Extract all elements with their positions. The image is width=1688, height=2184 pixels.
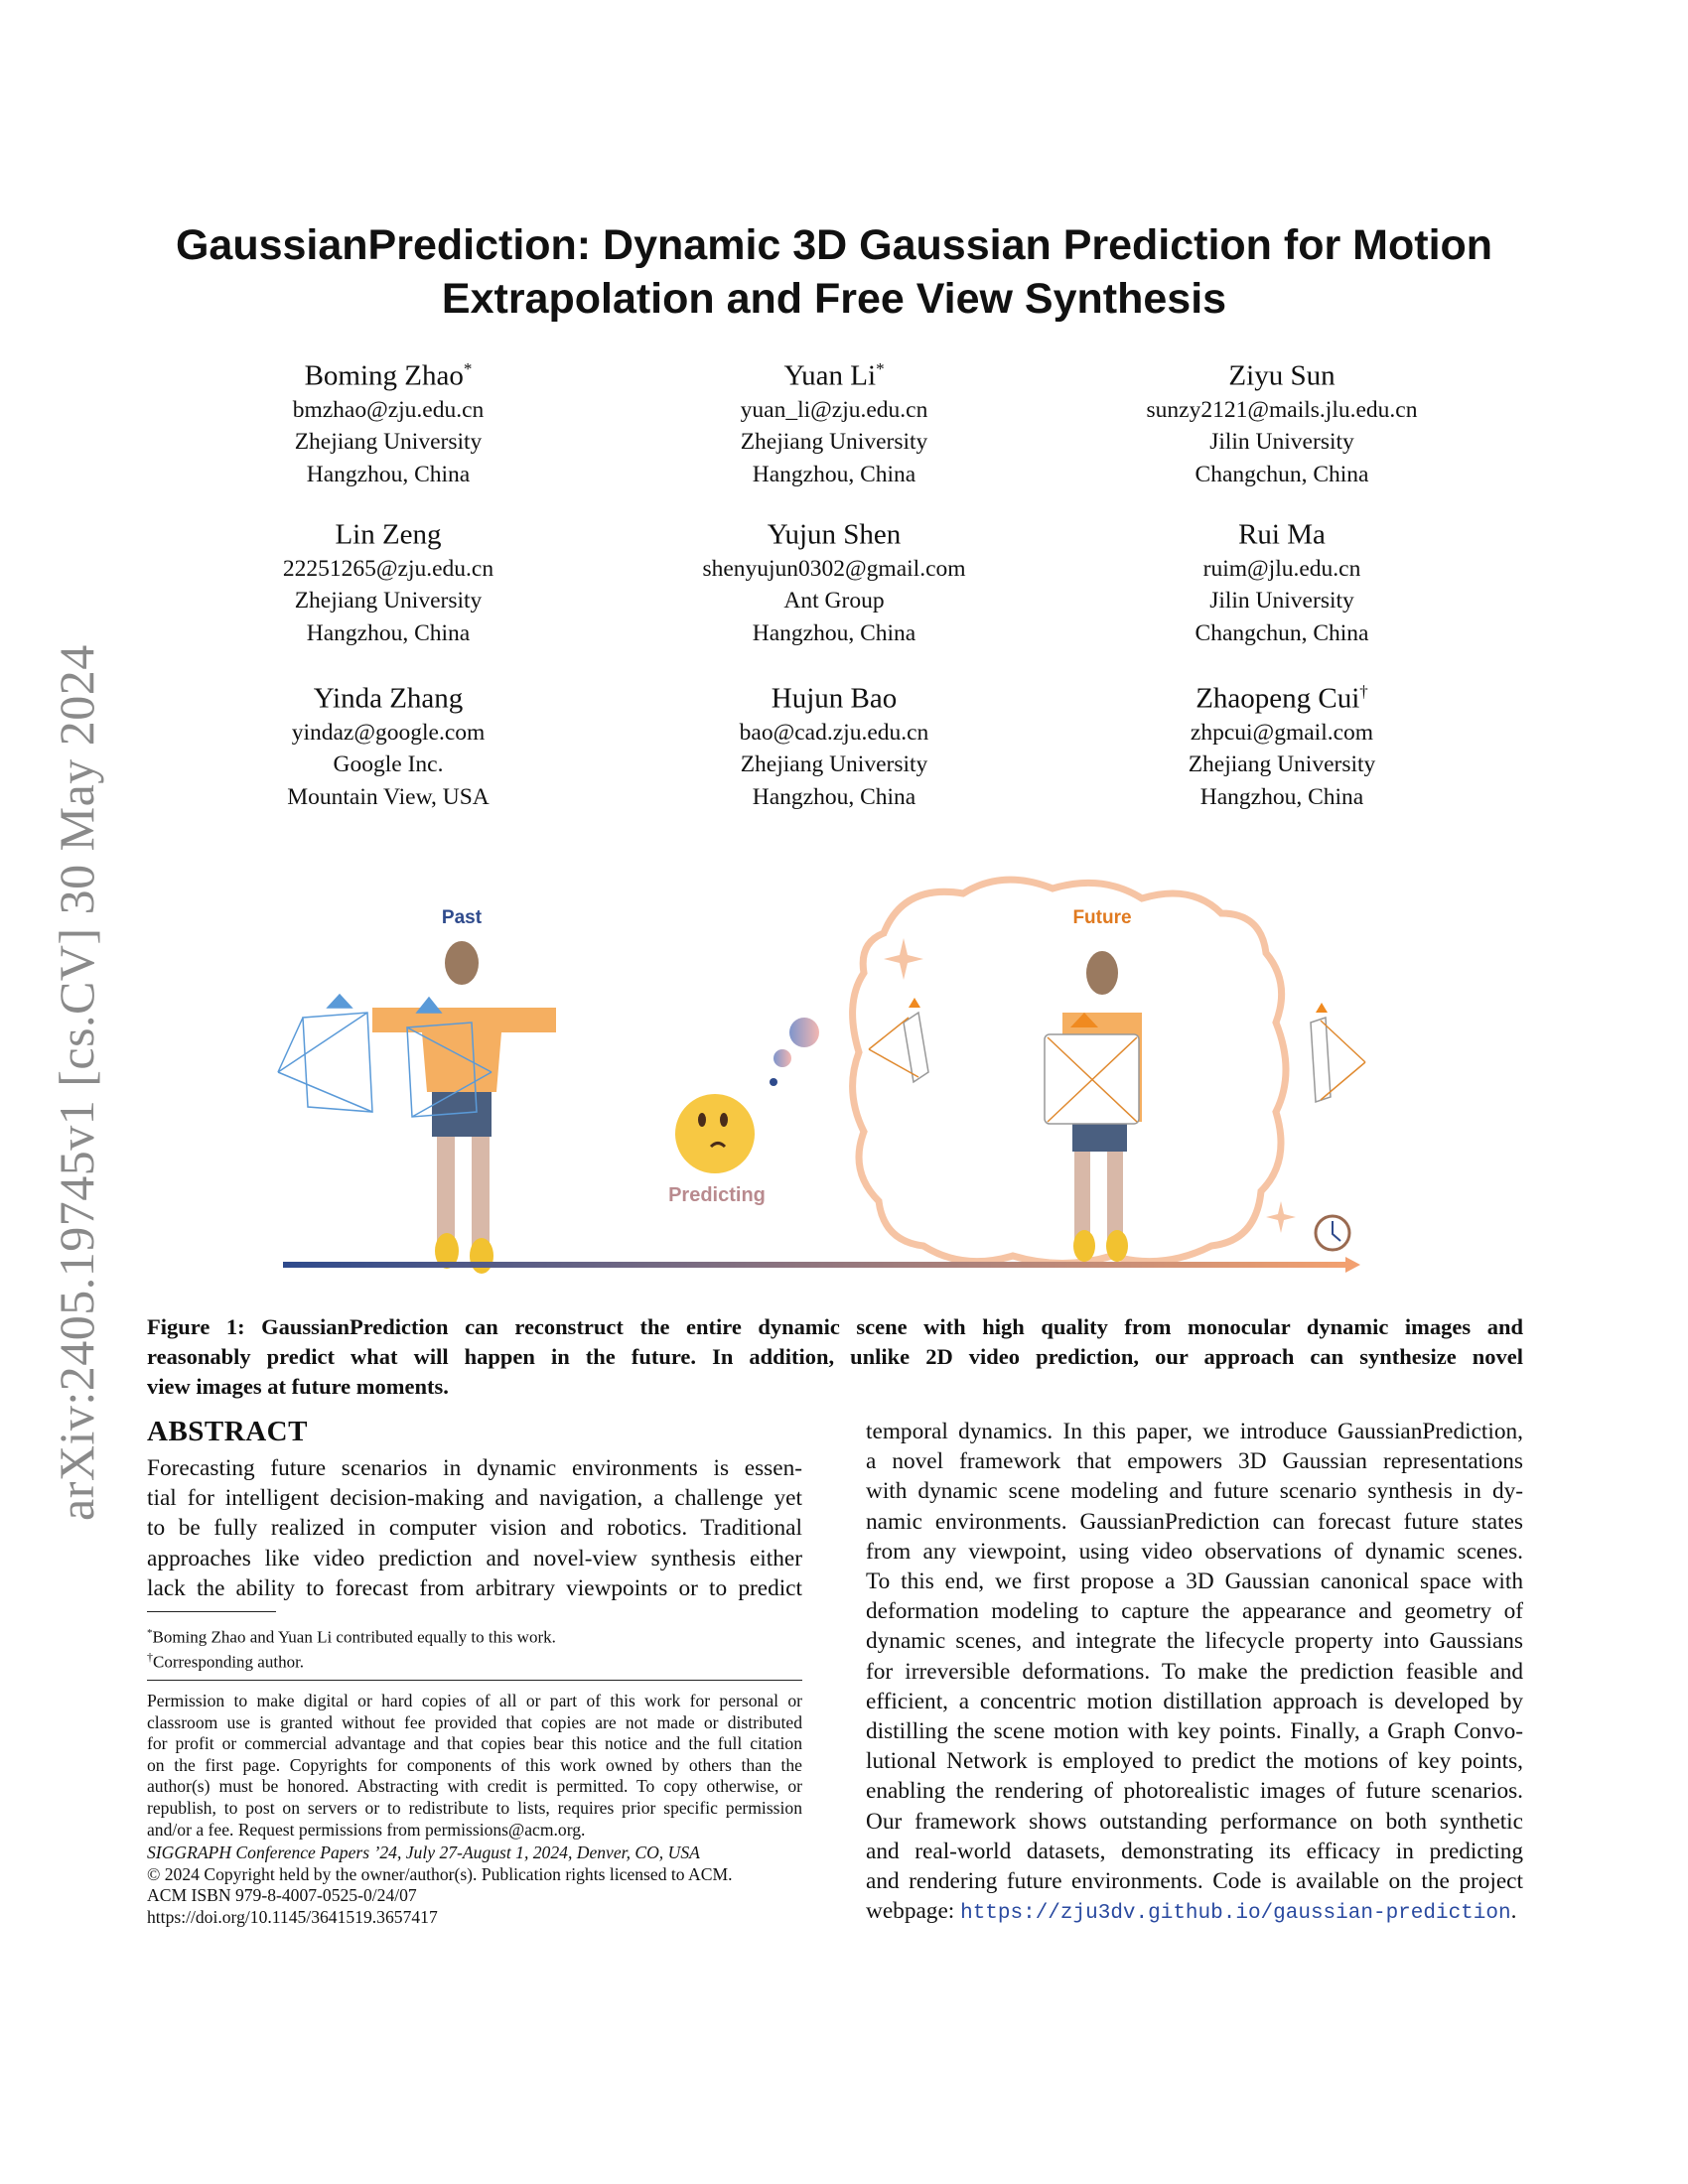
author-block (1058, 674, 1505, 813)
footnote-mark: † (147, 1650, 153, 1664)
author-email[interactable]: yindaz@google.com (291, 719, 486, 746)
author-email[interactable]: sunzy2121@mails.jlu.edu.cn (1146, 396, 1418, 423)
abstract-line: Forecasting future scenarios in dynamic environments is essen- (147, 1455, 802, 1481)
isbn: ACM ISBN 979-8-4007-0525-0/24/07 (147, 1885, 417, 1906)
abstract-line: deformation modeling to capture the appearance and geometry of (866, 1598, 1523, 1625)
abstract-line: temporal dynamics. In this paper, we introduce GaussianPrediction, (866, 1419, 1523, 1444)
author-name (611, 510, 1057, 553)
abstract-line: and rendering future environments. Code is available on the project (866, 1868, 1523, 1895)
footnote-text: Boming Zhao and Yuan Li contributed equally to this work. (152, 1627, 556, 1647)
thought-bubble-small (770, 1078, 777, 1086)
copyright: © 2024 Copyright held by the owner/author(s). Publication rights licensed to ACM. (147, 1863, 733, 1884)
author-name (1058, 510, 1505, 553)
abstract-line: tial for intelligent decision-making and navigation, a challenge yet (147, 1485, 802, 1512)
abstract-line-last (866, 1896, 1523, 1929)
arxiv-identifier-sidebar: arXiv:2405.19745v1 [cs.CV] 30 May 2024 (49, 644, 104, 1521)
author-location: Hangzhou, China (752, 461, 916, 487)
author-block (165, 674, 612, 813)
abstract-line: for irreversible deformations. To make the prediction feasible and (866, 1658, 1523, 1685)
permission-line: classroom use is granted without fee provided that copies are not made or distributed (147, 1711, 802, 1732)
abstract-line: efficient, a concentric motion distillation approach is developed by (866, 1688, 1523, 1714)
author-affiliation: Google Inc. (333, 751, 444, 778)
abstract-line: enabling the rendering of photorealistic images of future scenarios. (866, 1778, 1523, 1805)
timeline-arrowhead-icon (1345, 1257, 1360, 1273)
author-block (611, 674, 1057, 813)
past-camera-left (278, 995, 372, 1112)
thinking-emoji-icon (675, 1094, 755, 1173)
author-block (611, 351, 1057, 490)
author-email[interactable]: shenyujun0302@gmail.com (702, 555, 966, 582)
future-label: Future (1072, 907, 1132, 928)
author-name (165, 510, 612, 553)
author-name-text: Ziyu Sun (1228, 359, 1336, 392)
author-block (165, 510, 612, 649)
sparkle-icon (884, 938, 923, 980)
author-block (611, 510, 1057, 649)
abstract-line: lutional Network is employed to predict the motions of key points, (866, 1748, 1523, 1775)
abstract-line: To this end, we first propose a 3D Gaussian canonical space with (866, 1569, 1523, 1595)
permission-notice (147, 1691, 802, 1929)
abstract-line: with dynamic scene modeling and future scenario synthesis in dy- (866, 1478, 1523, 1505)
abstract-line: lack the ability to forecast from arbitrary viewpoints or to predict (147, 1574, 802, 1601)
author-affiliation: Zhejiang University (294, 588, 483, 614)
abstract-heading: ABSTRACT (147, 1416, 308, 1447)
author-name-text: Yujun Shen (767, 518, 902, 551)
author-name-text: Yinda Zhang (313, 682, 464, 715)
sparkle-icon (1266, 1201, 1296, 1233)
permission-line: and/or a fee. Request permissions from permissions@acm.org. (147, 1819, 586, 1840)
author-email[interactable]: yuan_li@zju.edu.cn (740, 396, 928, 423)
abstract-line: namic environments. GaussianPrediction can forecast future states (866, 1508, 1523, 1535)
author-name-text: Zhaopeng Cui (1196, 682, 1360, 715)
author-name (1058, 351, 1505, 394)
permission-line: Permission to make digital or hard copies of all or part of this work for personal or (147, 1691, 802, 1710)
author-email[interactable]: ruim@jlu.edu.cn (1202, 555, 1361, 582)
future-camera-right (1311, 1003, 1365, 1102)
author-email[interactable]: zhpcui@gmail.com (1190, 719, 1374, 746)
abstract-line: approaches like video prediction and novel-view synthesis either (147, 1545, 802, 1571)
author-location: Hangzhou, China (752, 619, 916, 646)
abstract-line: a novel framework that empowers 3D Gaussian representations (866, 1448, 1523, 1475)
permission-line: republish, to post on servers or to redistribute to lists, requires prior specific permission (147, 1797, 802, 1818)
author-email[interactable]: bmzhao@zju.edu.cn (292, 396, 485, 423)
footnote-corresponding-author (147, 1645, 304, 1675)
caption-line: view images at future moments. (147, 1374, 449, 1399)
author-block (1058, 510, 1505, 649)
author-affiliation: Zhejiang University (294, 429, 483, 456)
abstract-line: Our framework shows outstanding performance on both synthetic (866, 1808, 1523, 1835)
author-affiliation: Ant Group (783, 588, 885, 614)
link-suffix: . (1510, 1898, 1517, 1925)
abstract-line: distilling the scene motion with key points. Finally, a Graph Convo- (866, 1718, 1523, 1745)
author-affiliation: Jilin University (1209, 429, 1354, 456)
project-webpage-link[interactable]: https://zju3dv.github.io/gaussian-prediction (960, 1902, 1511, 1926)
author-location: Hangzhou, China (752, 783, 916, 810)
author-name-text: Yuan Li (783, 359, 877, 392)
future-camera-left (869, 998, 928, 1082)
author-name (165, 674, 612, 717)
author-name (611, 351, 1057, 394)
clock-icon (1316, 1216, 1349, 1250)
permission-line: on the first page. Copyrights for components of this work owned by others than the (147, 1754, 802, 1775)
past-label: Past (441, 907, 483, 928)
title-line-2: Extrapolation and Free View Synthesis (441, 275, 1227, 323)
author-affiliation: Zhejiang University (1188, 751, 1376, 778)
author-mark: * (463, 359, 473, 378)
title-line-1: GaussianPrediction: Dynamic 3D Gaussian Prediction for Motion (175, 221, 1493, 269)
venue: SIGGRAPH Conference Papers ’24, July 27-August 1, 2024, Denver, CO, USA (147, 1843, 700, 1863)
permission-line: author(s) must be honored. Abstracting with credit is permitted. To copy otherwise, or (147, 1776, 802, 1797)
abstract-line: from any viewpoint, using video observations of dynamic scenes. (866, 1538, 1523, 1565)
author-name-text: Lin Zeng (335, 518, 442, 551)
caption-line: reasonably predict what will happen in the future. In addition, unlike 2D video prediction, our approach can synthesize novel (147, 1344, 1523, 1369)
author-name (1058, 674, 1505, 717)
author-affiliation: Jilin University (1209, 588, 1354, 614)
author-location: Hangzhou, China (306, 461, 471, 487)
author-location: Hangzhou, China (306, 619, 471, 646)
permission-divider (147, 1680, 802, 1681)
author-name-text: Boming Zhao (304, 359, 464, 392)
author-location: Changchun, China (1195, 619, 1369, 646)
author-affiliation: Zhejiang University (740, 429, 928, 456)
footnote-divider (147, 1611, 276, 1612)
abstract-line: to be fully realized in computer vision and robotics. Traditional (147, 1515, 802, 1542)
author-name (165, 351, 612, 394)
abstract-left-column (147, 1414, 802, 1603)
figure-1-caption (147, 1312, 1523, 1402)
paper-title (99, 218, 1569, 326)
author-email[interactable]: bao@cad.zju.edu.cn (739, 719, 929, 746)
author-block (165, 351, 612, 490)
author-location: Hangzhou, China (1199, 783, 1364, 810)
thought-bubble-medium (774, 1049, 791, 1067)
abstract-right-column (866, 1417, 1523, 1929)
author-name-text: Rui Ma (1238, 518, 1326, 551)
author-block (1058, 351, 1505, 490)
author-email[interactable]: 22251265@zju.edu.cn (282, 555, 494, 582)
predicting-label: Predicting (668, 1184, 766, 1206)
caption-line: Figure 1: GaussianPrediction can reconstruct the entire dynamic scene with high quality from monocular dynamic images and (147, 1314, 1523, 1339)
abstract-line: dynamic scenes, and integrate the lifecycle property into Gaussians (866, 1628, 1523, 1655)
author-location: Changchun, China (1195, 461, 1369, 487)
thought-bubble-large (789, 1018, 819, 1047)
abstract-line: and real-world datasets, demonstrating its efficacy in predicting (866, 1838, 1523, 1864)
past-human-figure (372, 941, 556, 1274)
timeline-arrow (283, 1262, 1345, 1268)
doi[interactable]: https://doi.org/10.1145/3641519.3657417 (147, 1906, 438, 1927)
author-location: Mountain View, USA (287, 783, 490, 810)
footnote-mark: * (147, 1627, 153, 1639)
author-mark: † (1359, 682, 1368, 701)
link-prefix: webpage: (866, 1898, 961, 1925)
author-mark: * (876, 359, 885, 378)
figure-1-teaser (268, 874, 1370, 1281)
permission-line: for profit or commercial advantage and that copies bear this notice and the full citation (147, 1733, 802, 1754)
author-name-text: Hujun Bao (771, 682, 898, 715)
footnote-text: Corresponding author. (153, 1652, 305, 1672)
author-affiliation: Zhejiang University (740, 751, 928, 778)
author-name (611, 674, 1057, 717)
